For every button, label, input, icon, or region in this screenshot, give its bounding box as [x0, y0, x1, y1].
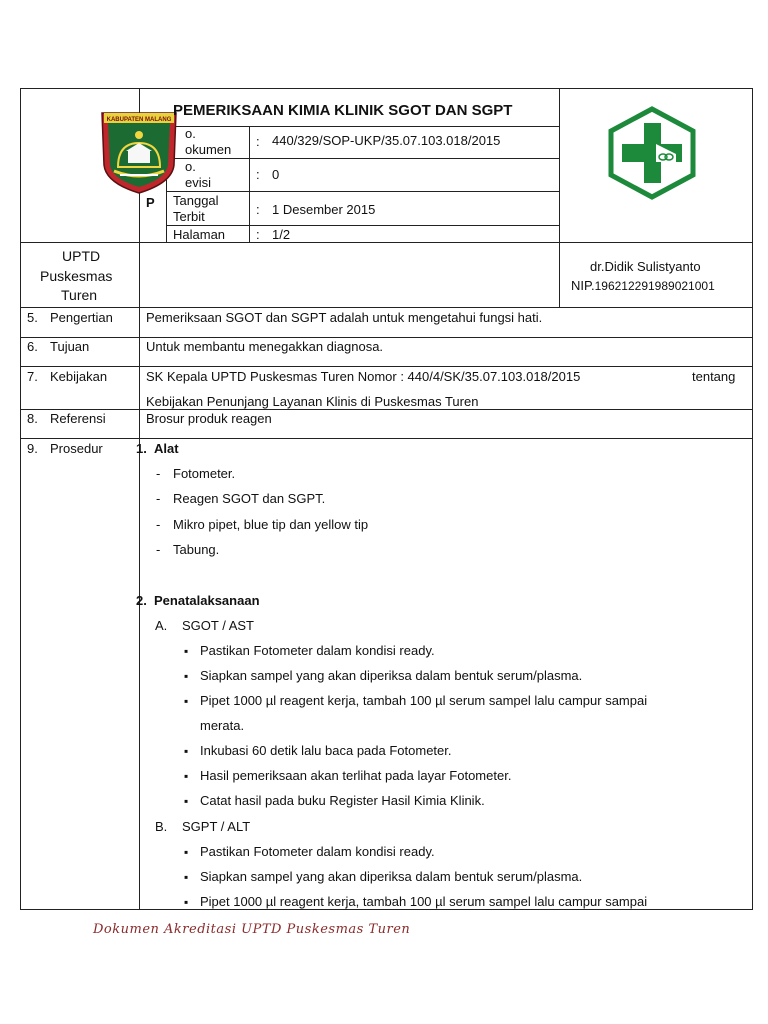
- alat-number: 1.: [136, 441, 147, 456]
- bullet-icon: ▪: [184, 669, 189, 683]
- signer-nip: [571, 279, 715, 292]
- row-line-referensi: [20, 409, 753, 410]
- row-number-referensi: 8.: [27, 411, 38, 426]
- row-text-tujuan: Untuk membantu menegakkan diagnosa.: [146, 339, 384, 354]
- row-text-kebijakan-line2: Kebijakan Penunjang Layanan Klinis di Puskesmas Turen: [146, 394, 479, 409]
- section-a-letter: A.: [155, 618, 168, 633]
- section-b-title: SGPT / ALT: [182, 819, 251, 834]
- row-number-kebijakan: 7.: [27, 369, 38, 384]
- meta-line-1: [166, 126, 559, 127]
- row-text-referensi: Brosur produk reagen: [146, 411, 272, 426]
- penatalaksanaan-number: 2.: [136, 593, 147, 608]
- signer-name: dr.Didik Sulistyanto: [590, 259, 701, 274]
- alat-dash: -: [156, 517, 161, 532]
- row-text-kebijakan-tentang: tentang: [692, 369, 736, 384]
- row-line-tujuan: [20, 337, 753, 338]
- page-value: 1/2: [272, 227, 291, 242]
- sgpt-step: Siapkan sampel yang akan diperiksa dalam bentuk serum/plasma.: [200, 869, 583, 884]
- doc-no-label-line1: o.: [185, 126, 196, 141]
- revision-label-line1: o.: [185, 159, 196, 174]
- alat-title: Alat: [154, 441, 179, 456]
- org-name-line2: Puskesmas: [40, 268, 113, 284]
- bullet-icon: ▪: [184, 644, 189, 658]
- row-number-pengertian: 5.: [27, 310, 38, 325]
- revision-label-line2: evisi: [185, 175, 212, 190]
- alat-item: Fotometer.: [173, 466, 236, 481]
- sgpt-step: Pastikan Fotometer dalam kondisi ready.: [200, 844, 435, 859]
- meta-line-4: [166, 225, 559, 226]
- sgpt-step: Pipet 1000 µl reagent kerja, tambah 100 µl serum sampel lalu campur sampai: [200, 894, 648, 909]
- row-label-pengertian: Pengertian: [50, 310, 113, 325]
- row-label-kebijakan: Kebijakan: [50, 369, 108, 384]
- p-letter: P: [146, 195, 155, 210]
- sgot-step: Siapkan sampel yang akan diperiksa dalam bentuk serum/plasma.: [200, 668, 583, 683]
- revision-value: 0: [272, 167, 280, 182]
- org-name-line3: Turen: [61, 287, 98, 303]
- bullet-icon: ▪: [184, 794, 189, 808]
- header-right-divider: [559, 88, 560, 308]
- alat-item: Mikro pipet, blue tip dan yellow tip: [173, 517, 369, 532]
- bullet-icon: ▪: [184, 870, 189, 884]
- sgot-step-continued: merata.: [200, 718, 245, 733]
- issued-label-line1: Tanggal: [173, 193, 219, 208]
- sgot-step: Pipet 1000 µl reagent kerja, tambah 100 µl serum sampel lalu campur sampai: [200, 693, 648, 708]
- doc-no-label-line2: okumen: [185, 142, 232, 157]
- revision-colon: :: [256, 167, 260, 182]
- meta-line-2: [166, 158, 559, 159]
- bullet-icon: ▪: [184, 694, 189, 708]
- table-left-border: [20, 88, 21, 910]
- meta-line-3: [166, 191, 559, 192]
- row-text-kebijakan-line1: SK Kepala UPTD Puskesmas Turen Nomor : 440/4/SK/35.07.103.018/2015: [146, 369, 581, 384]
- doc-no-value: 440/329/SOP-UKP/35.07.103.018/2015: [272, 133, 501, 148]
- sgot-step: Hasil pemeriksaan akan terlihat pada layar Fotometer.: [200, 768, 512, 783]
- bullet-icon: ▪: [184, 895, 189, 909]
- row-label-referensi: Referensi: [50, 411, 106, 426]
- section-b-letter: B.: [155, 819, 168, 834]
- page-colon: :: [256, 227, 260, 242]
- header-bottom-line: [20, 242, 753, 243]
- sgot-step: Catat hasil pada buku Register Hasil Kimia Klinik.: [200, 793, 485, 808]
- penatalaksanaan-title: Penatalaksanaan: [154, 593, 260, 608]
- section-a-title: SGOT / AST: [182, 618, 255, 633]
- sgot-step: Inkubasi 60 detik lalu baca pada Fotometer.: [200, 743, 452, 758]
- signer-nip-label: NIP.: [571, 278, 595, 293]
- issued-colon: :: [256, 202, 260, 217]
- bullet-icon: ▪: [184, 845, 189, 859]
- issued-label-line2: Terbit: [173, 209, 205, 224]
- row-line-kebijakan: [20, 366, 753, 367]
- footer-text: Dokumen Akreditasi UPTD Puskesmas Turen: [93, 922, 411, 937]
- org-name-line1: UPTD: [62, 248, 101, 264]
- row-number-prosedur: 9.: [27, 441, 38, 456]
- alat-item: Tabung.: [173, 542, 220, 557]
- page-label: Halaman: [173, 227, 226, 242]
- table-top-border: [20, 88, 753, 89]
- logo-banner-text: KABUPATEN MALANG: [106, 117, 172, 123]
- puskesmas-logo: [606, 106, 698, 200]
- row-number-tujuan: 6.: [27, 339, 38, 354]
- row-line-prosedur: [20, 438, 753, 439]
- table-col-divider: [139, 88, 140, 910]
- row-text-pengertian: Pemeriksaan SGOT dan SGPT adalah untuk mengetahui fungsi hati.: [146, 310, 543, 325]
- kabupaten-malang-logo: [98, 107, 180, 195]
- alat-dash: -: [156, 466, 161, 481]
- issued-value: 1 Desember 2015: [272, 202, 376, 217]
- row-line-pengertian: [20, 307, 753, 308]
- table-bottom-border: [20, 909, 753, 910]
- table-right-border: [752, 88, 753, 910]
- alat-dash: -: [156, 491, 161, 506]
- alat-item: Reagen SGOT dan SGPT.: [173, 491, 326, 506]
- bullet-icon: ▪: [184, 744, 189, 758]
- document-title: PEMERIKSAAN KIMIA KLINIK SGOT DAN SGPT: [173, 102, 513, 119]
- sgot-step: Pastikan Fotometer dalam kondisi ready.: [200, 643, 435, 658]
- bullet-icon: ▪: [184, 769, 189, 783]
- row-label-tujuan: Tujuan: [50, 339, 90, 354]
- signer-nip-number: 196212291989021001: [594, 279, 715, 293]
- alat-dash: -: [156, 542, 161, 557]
- row-label-prosedur: Prosedur: [50, 441, 103, 456]
- doc-no-colon: :: [256, 134, 260, 149]
